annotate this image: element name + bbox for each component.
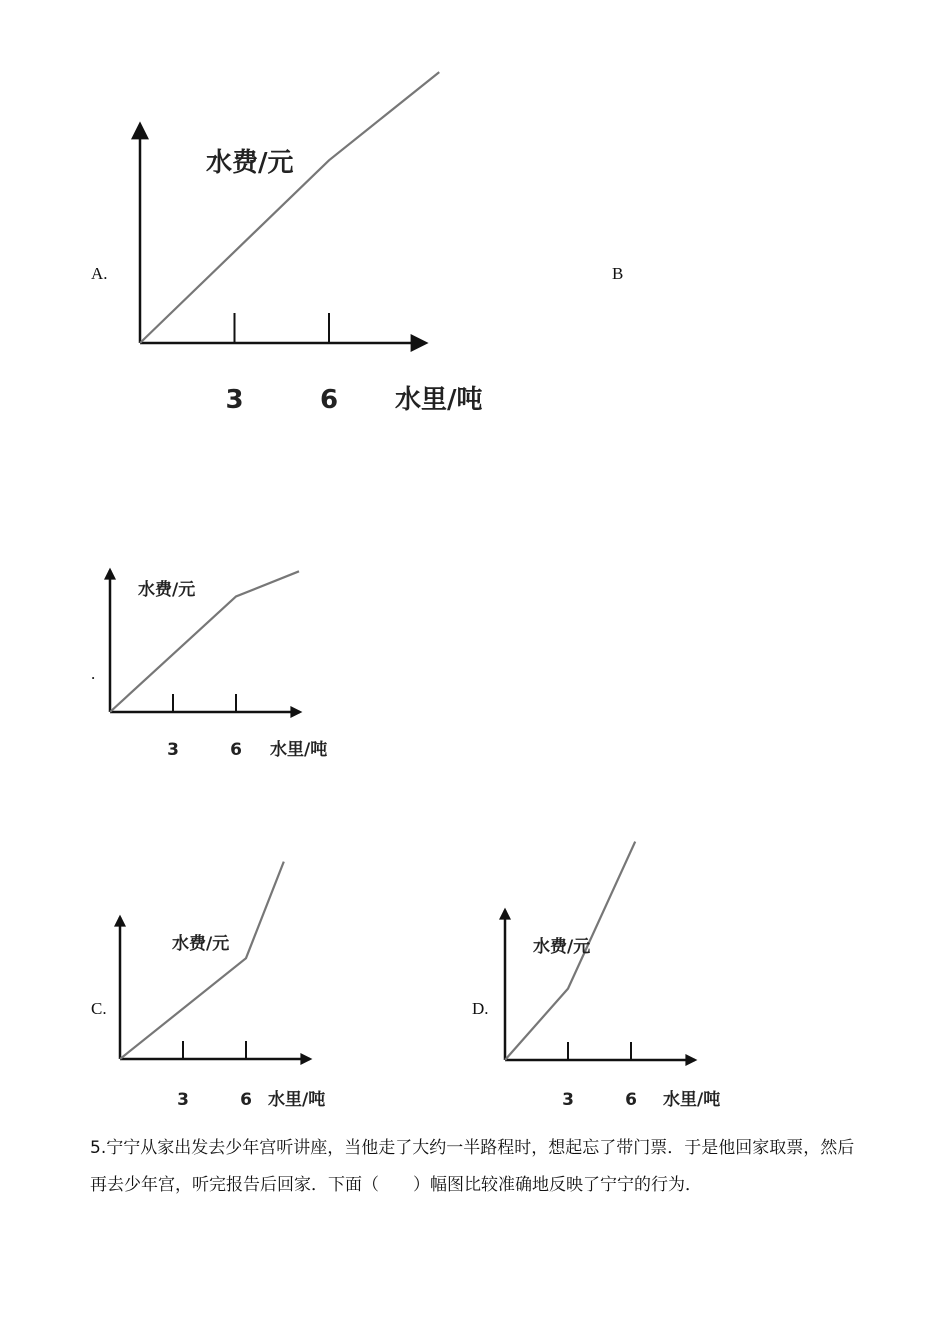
graph-a [100, 110, 520, 430]
x-axis-label: 水里/吨 [268, 1090, 326, 1110]
question-5-text: 5.宁宁从家出发去少年宫听讲座，当他走了大约一半路程时，想起忘了带门票．于是他回家取票，然后再去少年宫，听完报告后回家．下面（ ）幅图比较准确地反映了宁宁的行为． [90, 1138, 855, 1195]
y-axis-arrowhead [114, 915, 126, 927]
option-d-label: D. [472, 999, 489, 1018]
x-tick-label-6: 6 [625, 1090, 637, 1110]
y-axis-label: 水费/元 [138, 580, 196, 600]
graph-b [90, 560, 360, 770]
x-axis-arrowhead [685, 1054, 697, 1066]
option-b-label: B [612, 264, 624, 283]
x-tick-label-6: 6 [240, 1090, 252, 1110]
x-tick-label-3: 3 [177, 1090, 189, 1110]
option-b-dot: . [91, 664, 96, 683]
x-axis-label: 水里/吨 [395, 385, 483, 415]
y-axis-arrowhead [499, 908, 511, 920]
y-axis-label: 水费/元 [172, 934, 230, 954]
series-line [140, 72, 439, 343]
y-axis-arrowhead [104, 568, 116, 580]
option-c-label: C. [91, 999, 107, 1018]
x-tick-label-3: 3 [167, 740, 179, 760]
option-a-label: A. [91, 264, 108, 283]
graph-c [100, 905, 370, 1115]
y-axis-label: 水费/元 [206, 148, 294, 178]
x-axis-label: 水里/吨 [663, 1090, 721, 1110]
graph-d [485, 895, 755, 1115]
y-axis-arrowhead [131, 121, 149, 139]
x-axis-label: 水里/吨 [270, 740, 328, 760]
y-axis-label: 水费/元 [533, 937, 591, 957]
x-tick-label-6: 6 [230, 740, 242, 760]
x-axis-arrowhead [290, 706, 302, 718]
x-tick-label-6: 6 [319, 385, 339, 415]
series-line [120, 862, 284, 1059]
x-tick-label-3: 3 [562, 1090, 574, 1110]
x-tick-label-3: 3 [225, 385, 244, 415]
x-axis-arrowhead [411, 334, 429, 352]
x-axis-arrowhead [300, 1053, 312, 1065]
